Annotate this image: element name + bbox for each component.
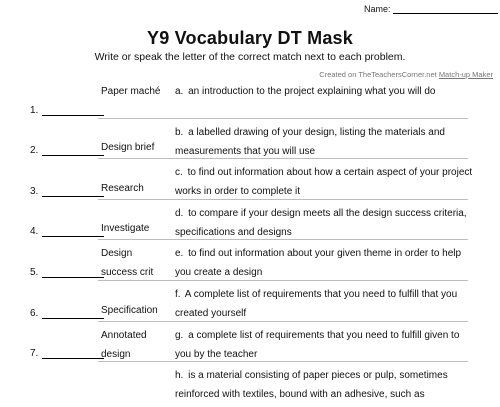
definition-text: A complete list of requirements that you need to fulfill that you created yourself [175, 288, 458, 319]
answer-blank[interactable] [42, 308, 104, 319]
item-number: 4. [30, 226, 39, 238]
item-number: 2. [30, 145, 39, 157]
term: Paper maché [101, 86, 161, 97]
credit-text: Created on TheTeachersCorner.net [319, 70, 437, 79]
term: Specification [101, 304, 158, 316]
item-number: 7. [30, 348, 39, 360]
item-number: 1. [30, 104, 39, 116]
definition [175, 244, 475, 282]
answer-slot[interactable] [30, 145, 104, 156]
term: Investigate [101, 223, 150, 235]
match-row-6 [0, 281, 500, 322]
definition-letter: b. [175, 126, 184, 138]
definition [175, 326, 475, 364]
answer-slot[interactable] [30, 186, 104, 197]
name-field[interactable] [364, 4, 498, 14]
match-row-3 [0, 159, 500, 200]
term: Design success crit [101, 248, 154, 279]
definition-letter: d. [175, 207, 184, 219]
definition-text: an introduction to the project explaining what you will do [188, 86, 436, 97]
answer-blank[interactable] [42, 226, 104, 237]
match-list [0, 78, 500, 403]
definition-text: to compare if your design meets all the design success criteria, specifications and designs [175, 207, 467, 238]
match-row-8 [0, 362, 500, 403]
definition [175, 366, 475, 404]
definition [175, 285, 475, 323]
item-number: 3. [30, 185, 39, 197]
answer-blank[interactable] [42, 145, 104, 156]
term: Annotated design [101, 329, 147, 360]
match-row-5 [0, 240, 500, 281]
definition [175, 163, 475, 201]
definition-text: a complete list of requirements that you need to fulfill given to you by the teacher [175, 329, 460, 360]
answer-blank[interactable] [42, 186, 104, 197]
answer-slot[interactable] [30, 348, 104, 359]
match-row-7 [0, 322, 500, 363]
credit-link[interactable]: Match-up Maker [438, 70, 493, 79]
definition-text: a labelled drawing of your design, listing the materials and measurements that you will use [175, 126, 445, 157]
worksheet-title: Y9 Vocabulary DT Mask [147, 28, 353, 48]
definition-letter: e. [175, 248, 184, 260]
answer-slot[interactable] [30, 226, 104, 237]
term: Research [101, 182, 144, 194]
definition-text: is a material consisting of paper pieces or pulp, sometimes reinforced with textiles, bound with an adhesive, such as [175, 370, 448, 401]
definition-letter: h. [175, 370, 184, 382]
answer-blank[interactable] [42, 267, 104, 278]
definition-letter: a. [175, 86, 184, 97]
name-label: Name: [364, 4, 391, 14]
definition [175, 204, 475, 242]
definition-text: to find out information about how a certain aspect of your project works in order to complete it [175, 167, 473, 198]
name-blank[interactable] [393, 4, 498, 14]
definition-text: to find out information about your given theme in order to help you create a design [175, 248, 462, 279]
worksheet-instructions: Write or speak the letter of the correct match next to each problem. [94, 51, 406, 63]
match-row-2 [0, 119, 500, 160]
match-row-4 [0, 200, 500, 241]
term: Design brief [101, 142, 155, 154]
definition-letter: g. [175, 329, 184, 341]
definition-letter: f. [175, 288, 181, 300]
item-number: 6. [30, 307, 39, 319]
answer-blank[interactable] [42, 105, 104, 116]
definition [175, 123, 475, 161]
definition [175, 82, 475, 101]
answer-slot[interactable] [30, 308, 104, 319]
match-row-1 [0, 78, 500, 119]
item-number: 5. [30, 266, 39, 278]
answer-blank[interactable] [42, 348, 104, 359]
answer-slot[interactable] [30, 267, 104, 278]
answer-slot[interactable] [30, 105, 104, 116]
definition-letter: c. [175, 167, 183, 179]
